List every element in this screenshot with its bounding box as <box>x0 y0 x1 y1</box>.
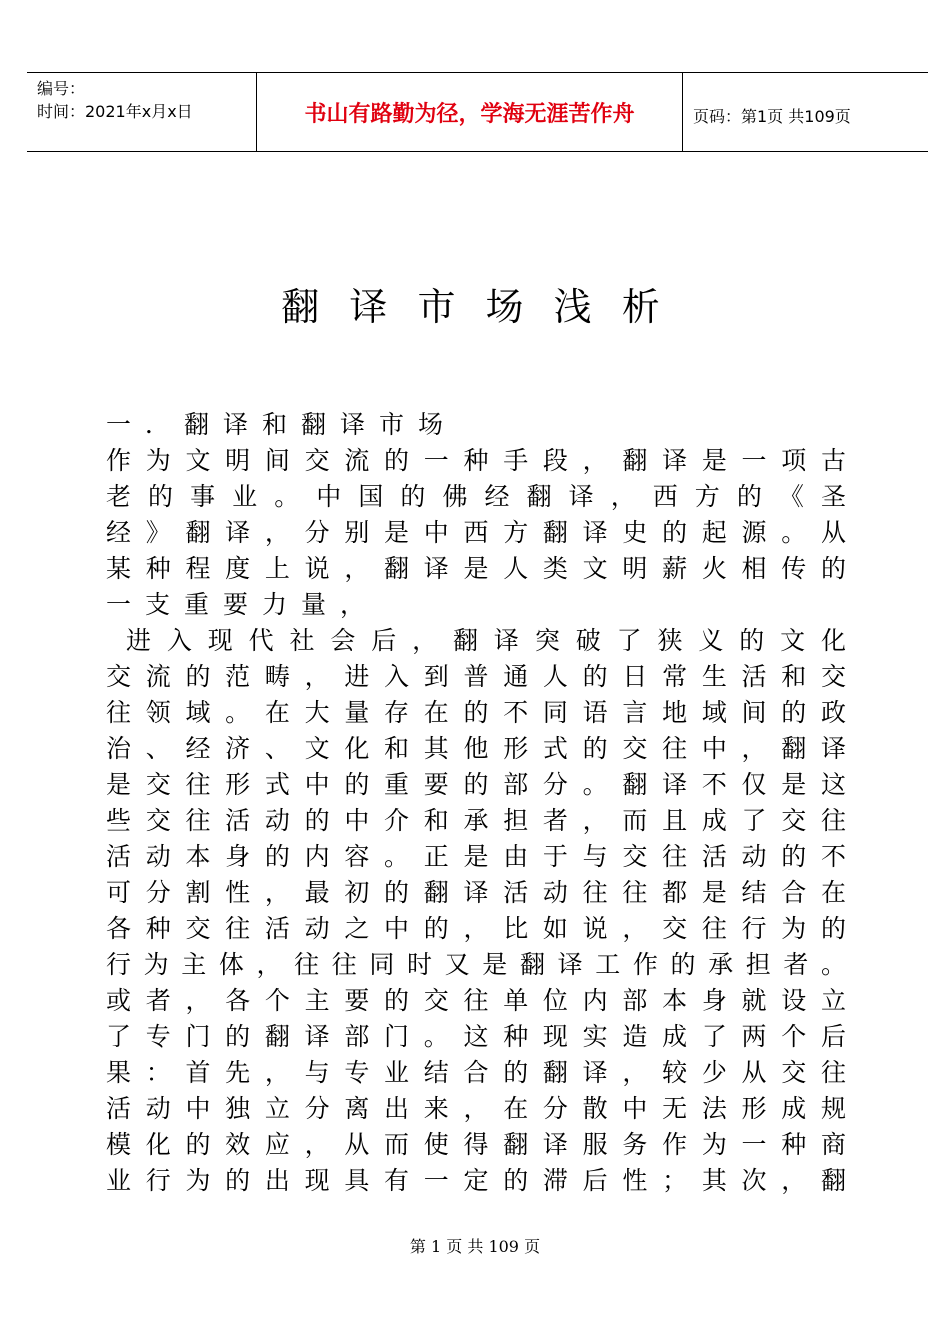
header-motto: 书山有路勤为径，学海无涯苦作舟 <box>304 101 635 127</box>
paragraph-line: 进入现代社会后，翻译突破了狭义的文化 <box>126 626 846 655</box>
header-meta-cell <box>27 73 257 151</box>
paragraph-line: 往领域。在大量存在的不同语言地域间的政 <box>106 698 846 727</box>
paragraph-line: 一支重要力量， <box>106 590 380 619</box>
paragraph-line: 果：首先，与专业结合的翻译，较少从交往 <box>106 1058 846 1087</box>
section-heading: 一．翻译和翻译市场 <box>106 410 458 439</box>
paragraph-line: 治、经济、文化和其他形式的交往中，翻译 <box>106 734 846 763</box>
paragraph-1 <box>106 443 846 623</box>
paragraph-line: 各种交往活动之中的，比如说，交往行为的 <box>106 914 846 943</box>
paragraph-line: 或者，各个主要的交往单位内部本身就设立 <box>106 986 846 1015</box>
document-code-label: 编号： <box>37 79 86 98</box>
header-page-info: 页码：第1页 共109页 <box>693 107 851 126</box>
document-title: 翻 译 市 场 浅 析 <box>281 285 669 329</box>
paragraph-line: 可分割性，最初的翻译活动往往都是结合在 <box>106 878 846 907</box>
paragraph-line: 某种程度上说，翻译是人类文明薪火相传的 <box>106 554 846 583</box>
document-body <box>106 407 846 1199</box>
paragraph-line: 活动中独立分离出来，在分散中无法形成规 <box>106 1094 846 1123</box>
paragraph-line: 老的事业。中国的佛经翻译，西方的《圣 <box>106 482 846 511</box>
paragraph-line: 作为文明间交流的一种手段，翻译是一项古 <box>106 446 846 475</box>
paragraph-line: 模化的效应，从而使得翻译服务作为一种商 <box>106 1130 846 1159</box>
paragraph-line: 经》翻译，分别是中西方翻译史的起源。从 <box>106 518 846 547</box>
header-page-cell <box>683 73 928 151</box>
header-table <box>27 72 928 152</box>
paragraph-line: 业行为的出现具有一定的滞后性；其次，翻 <box>106 1166 846 1195</box>
paragraph-line: 些交往活动的中介和承担者，而且成了交往 <box>106 806 846 835</box>
page-footer: 第 1 页 共 109 页 <box>409 1237 541 1256</box>
paragraph-line: 行为主体，往往同时又是翻译工作的承担者。 <box>106 950 846 979</box>
paragraph-line: 了专门的翻译部门。这种现实造成了两个后 <box>106 1022 846 1051</box>
paragraph-line: 是交往形式中的重要的部分。翻译不仅是这 <box>106 770 846 799</box>
paragraph-2 <box>106 623 846 1199</box>
header-motto-cell <box>257 73 683 151</box>
paragraph-line: 交流的范畴，进入到普通人的日常生活和交 <box>106 662 846 691</box>
document-time-label: 时间：2021年x月x日 <box>37 102 193 121</box>
paragraph-line: 活动本身的内容。正是由于与交往活动的不 <box>106 842 846 871</box>
